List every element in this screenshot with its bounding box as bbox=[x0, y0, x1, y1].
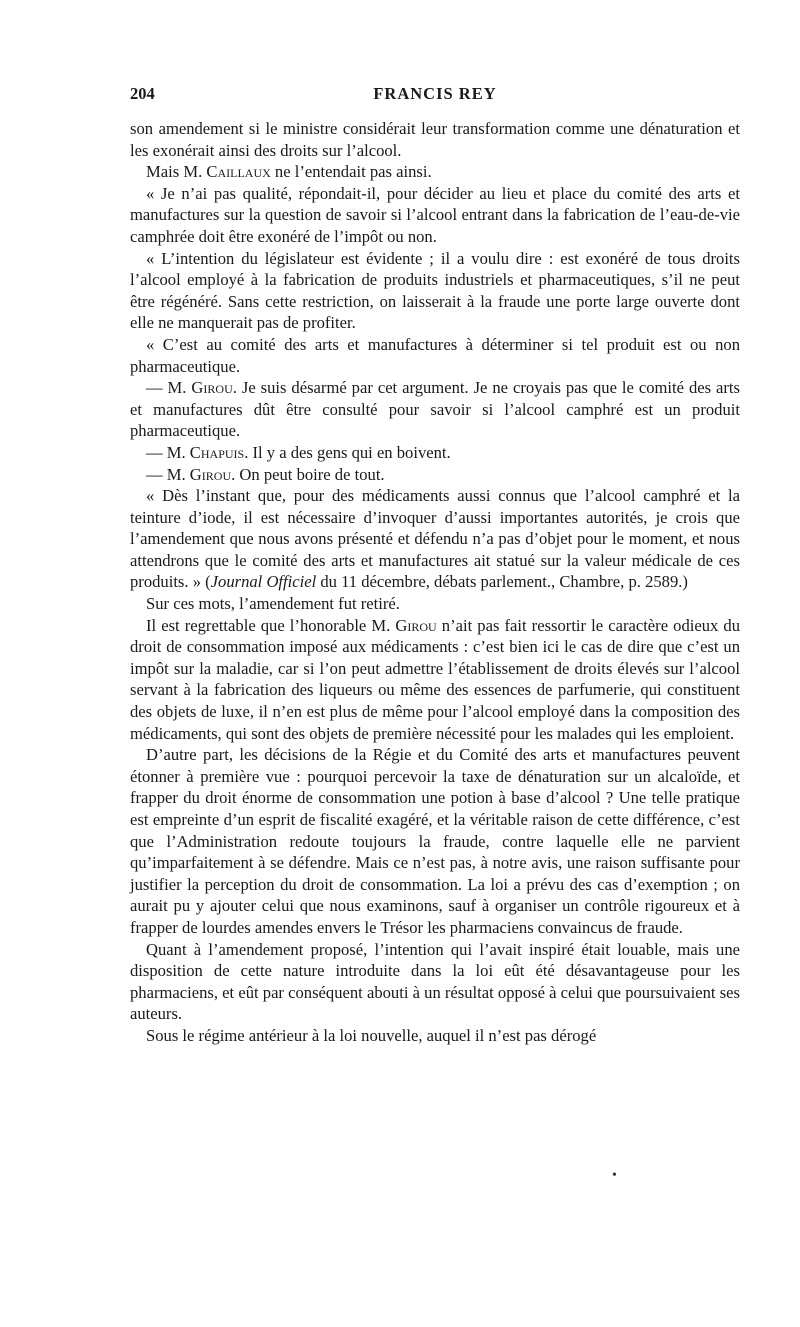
paragraph: — M. Chapuis. Il y a des gens qui en boivent. bbox=[146, 442, 451, 462]
page-header bbox=[130, 84, 740, 108]
paragraph: — M. Girou. On peut boire de tout. bbox=[146, 464, 385, 484]
page-number: 204 bbox=[130, 84, 155, 103]
paragraph: D’autre part, les décisions de la Régie et du Comité des arts et manufactures peuvent étonner à première vue : pourquoi percevoir la taxe de dénaturation sur un alcaloïde, et frapper du droit énorme de consommation une potion à base d’alcool ? Une telle pratique est empreinte d’un esprit de fiscalité exagéré, et la véritable raison de cette différence, c’est que l’Administration redoute toujours la fraude, contre laquelle elle ne parvient qu’imparfaitement à se défendre. Mais ce n’est pas, à notre avis, une raison suffisante pour justifier la perception du droit de consommation. La loi a prévu des cas d’exemption ; on aurait pu y ajouter celui que nous examinons, sauf à organiser un contrôle rigoureux et à frapper de lourdes amendes envers le Trésor les pharmaciens convaincus de fraude. bbox=[130, 745, 740, 937]
body-text bbox=[130, 118, 740, 1047]
paragraph: « Je n’ai pas qualité, répondait-il, pour décider au lieu et place du comité des arts et manufactures sur la question de savoir si l’alcool entrant dans la fabrication de l’eau-de-vie camphrée doit être exonéré de l’impôt ou non. bbox=[130, 183, 740, 246]
ink-speck: • bbox=[612, 1168, 617, 1183]
paragraph: son amendement si le ministre considérait leur transformation comme une dénaturation et les exonérait ainsi des droits sur l’alcool. bbox=[130, 119, 740, 160]
paragraph: « L’intention du législateur est évidente ; il a voulu dire : est exonéré de tous droits l’alcool employé à la fabrication de produits industriels et pharmaceutiques, s’il ne peut être régénéré. Sans cette restriction, on laisserait à la fraude une porte large ouverte dont elle ne manquerait pas de profiter. bbox=[130, 248, 740, 333]
paragraph: « Dès l’instant que, pour des médicaments aussi connus que l’alcool camphré et la teinture d’iode, il est nécessaire d’invoquer d’aussi importantes autorités, je crois que l’amendement que nous avons présenté et défendu n’a pas d’objet pour le moment, et nous attendrons que le comité des arts et manufactures ait statué sur la valeur médicale de ces produits. » (Journal Officiel du 11 décembre, débats parlement., Chambre, p. 2589.) bbox=[130, 486, 740, 592]
paragraph: Quant à l’amendement proposé, l’intention qui l’avait inspiré était louable, mais une disposition de cette nature introduite dans la loi eût été désavantageuse pour les pharmaciens, et eût par conséquent abouti à un résultat opposé à celui que poursuivaient ses auteurs. bbox=[130, 939, 740, 1024]
paragraph: Il est regrettable que l’honorable M. Girou n’ait pas fait ressortir le caractère odieux du droit de consommation imposé aux médicaments : c’est bien ici le cas de dire que c’est un impôt sur la maladie, car si l’on peut admettre l’établissement de droits élevés sur l’alcool servant à la fabrication des liqueurs ou même des essences de parfumerie, qui constituent des objets de luxe, il n’en est plus de même pour l’alcool employé dans la composition des médicaments, qui sont des objets de première nécessité pour les malades qui les emploient. bbox=[130, 615, 740, 743]
paragraph: « C’est au comité des arts et manufactures à déterminer si tel produit est ou non pharmaceutique. bbox=[130, 334, 740, 376]
paragraph: Mais M. Caillaux ne l’entendait pas ainsi. bbox=[146, 162, 432, 182]
running-head: FRANCIS REY bbox=[373, 84, 497, 103]
paragraph: Sur ces mots, l’amendement fut retiré. bbox=[146, 594, 400, 614]
paragraph: — M. Girou. Je suis désarmé par cet argument. Je ne croyais pas que le comité des arts et manufactures dût être consulté pour savoir si l’alcool camphré est un produit pharmaceutique. bbox=[130, 378, 740, 441]
paragraph: Sous le régime antérieur à la loi nouvelle, auquel il n’est pas dérogé bbox=[146, 1025, 597, 1045]
